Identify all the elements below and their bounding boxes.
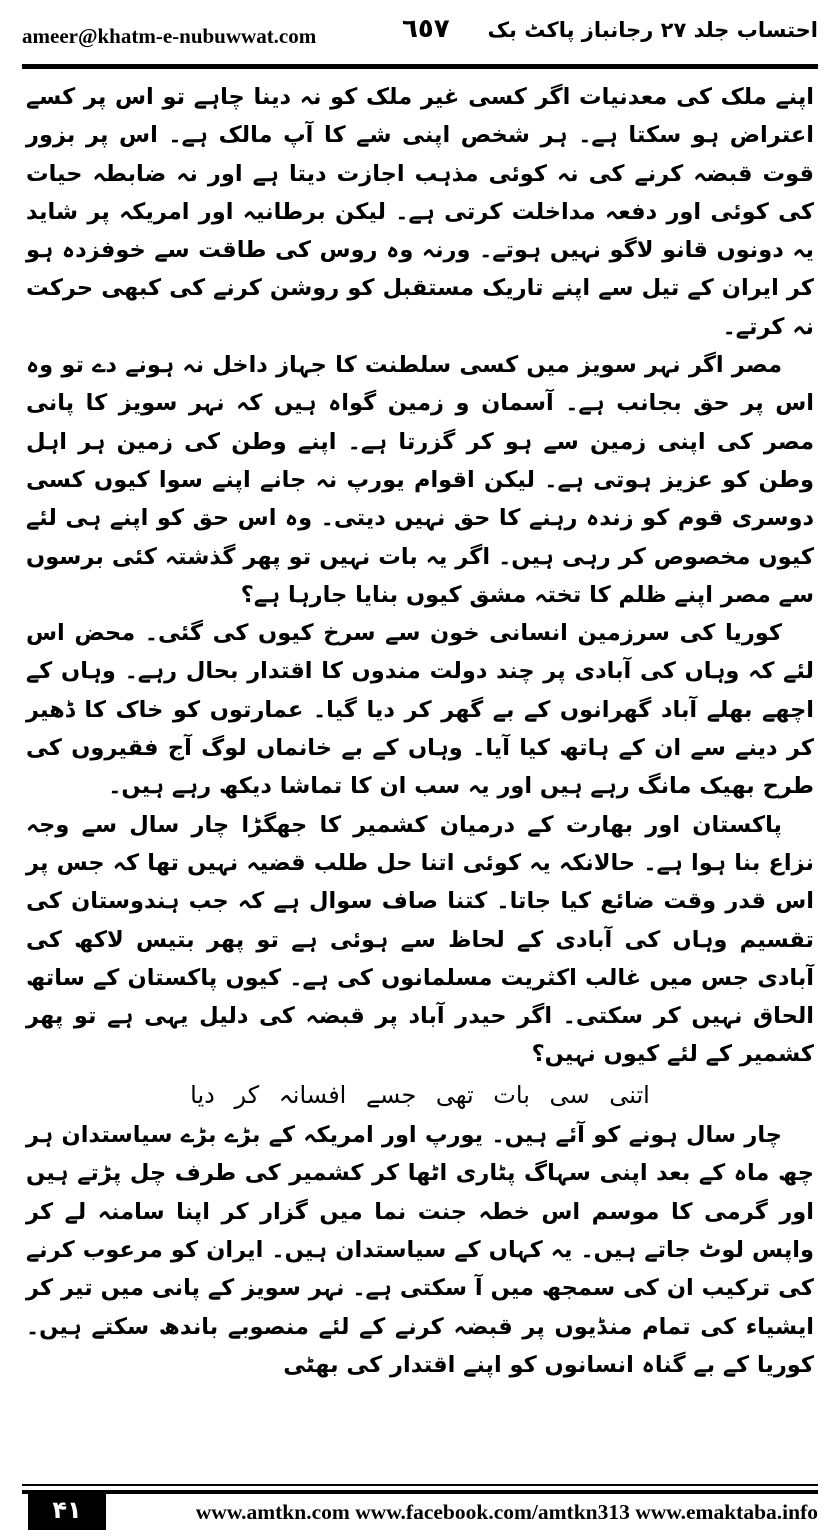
page-header [22,14,818,58]
paragraph-kashmir: پاکستان اور بھارت کے درمیان کشمیر کا جھگڑا چار سال سے وجہ نزاع بنا ہوا ہے۔ حالانکہ یہ کوئی اتنا حل طلب قضیہ نہیں تھا کہ جس پر اس قدر وقت ضائع کیا جاتا۔ کتنا صاف سوال ہے کہ جب ہندوستان کی تقسیم وہاں کی آبادی کے لحاظ سے ہوئی ہے تو پھر بتیس لاکھ کی آبادی جس میں غالب اکثریت مسلمانوں کی ہے۔ کیوں پاکستان کے ساتھ الحاق نہیں کر سکتی۔ اگر حیدر آباد پر قبضہ کی دلیل یہی ہے تو پھر کشمیر کے لئے کیوں نہیں؟ [26,811,814,1068]
footer-divider-thick [22,1490,818,1494]
paragraph-korea: کوریا کی سرزمین انسانی خون سے سرخ کیوں کی گئی۔ محض اس لئے کہ وہاں کی آبادی پر چند دولت مندوں کا اقتدار بحال رہے۔ وہاں کے اچھے بھلے آباد گھرانوں کے بے گھر کر دیا گیا۔ عمارتوں کو خاک کا ڈھیر کر دینے سے ان کے ہاتھ کیا آیا۔ وہاں کے بے خانماں لوگ آج فقیروں کی طرح بھیک مانگ رہے ہیں اور یہ سب ان کا تماشا دیکھ رہے ہیں۔ [26,620,814,800]
verse-line: اتنی سی بات تھی جسے افسانہ کر دیا [190,1080,650,1109]
footer-page-number: ۴۱ [28,1490,106,1530]
paragraph-politicians: چار سال ہونے کو آئے ہیں۔ یورپ اور امریکہ کے بڑے بڑے سیاستدان ہر چھ ماہ کے بعد اپنی سہاگ پٹاری اٹھا کر کشمیر کی طرف چل پڑتے ہیں اور گرمی کا موسم اس خطہ جنت نما میں گزار کر اپنا سامنہ لے کر واپس لوٹ جاتے ہیں۔ یہ کہاں کے سیاستدان ہیں۔ ایران کو مرعوب کرنے کی ترکیب ان کی سمجھ میں آ سکتی ہے۔ نہر سویز کے پانی میں تیر کر ایشیاء کی تمام منڈیوں پر قبضہ کرنے کے لئے منصوبے باندھ سکتے ہیں۔ کوریا کے بے گناہ انسانوں کو اپنے اقتدار کی بھٹی [26,1122,814,1378]
header-divider [22,64,818,69]
footer-divider-thin [22,1484,818,1486]
header-book-title: احتساب جلد ۲۷ رجانباز پاکٹ بک [487,18,818,42]
header-email: ameer@khatm-e-nubuwwat.com [22,24,317,48]
header-page-number: ٦٥٧ [402,14,450,44]
paragraph-minerals: اپنے ملک کی معدنیات اگر کسی غیر ملک کو نہ دینا چاہے تو اس پر کسے اعتراض ہو سکتا ہے۔ ہر شخص اپنی شے کا آپ مالک ہے۔ اس پر بزور قوت قبضہ کرنے کی نہ کوئی مذہب اجازت دیتا ہے اور نہ ضابطہ حیات کی کوئی اور دفعہ مداخلت کرتی ہے۔ لیکن برطانیہ اور امریکہ پر شاید یہ دونوں قانو لاگو نہیں ہوتے۔ ورنہ وہ روس کی طاقت سے خوفزدہ ہو کر ایران کے تیل سے اپنے تاریک مستقبل کو روشن کرنے کی کبھی حرکت نہ کرتے۔ [26,84,814,340]
page-body [26,78,814,1384]
paragraph-suez: مصر اگر نہر سویز میں کسی سلطنت کا جہاز داخل نہ ہونے دے تو وہ اس پر حق بجانب ہے۔ آسمان و زمین گواہ ہیں کہ نہر سویز کا پانی مصر کی اپنی زمین سے ہو کر گزرتا ہے۔ اپنے وطن کی زمین ہر اہل وطن کو عزیز ہوتی ہے۔ لیکن اقوام یورپ نہ جانے اپنے سوا کیوں کسی دوسری قوم کو زندہ رہنے کا حق نہیں دیتی۔ وہ اس حق کو اپنے ہی لئے کیوں مخصوص کر رہی ہیں۔ اگر یہ بات نہیں تو پھر گذشتہ کئی برسوں سے مصر اپنے ظلم کا تختہ مشق کیوں بنایا جارہا ہے؟ [26,352,814,608]
footer-website-links: www.amtkn.com www.facebook.com/amtkn313 www.emaktaba.info [195,1500,818,1524]
